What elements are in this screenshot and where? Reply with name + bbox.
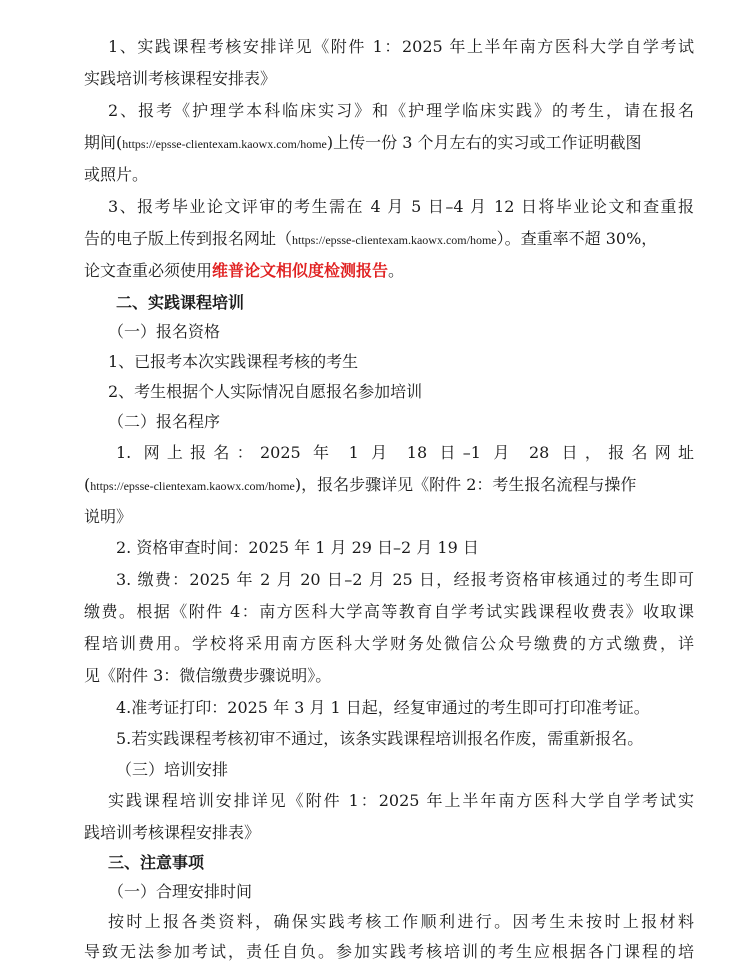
s2-item3-line2: 缴费。根据《附件 4：南方医科大学高等教育自学考试实践课程收费表》收取课	[84, 602, 694, 621]
section3-sub1: （一）合理安排时间	[108, 882, 253, 901]
s2-item3-line1: 3. 缴费：2025 年 2 月 20 日–2 月 25 日，经报考资格审核通过的考生即可	[116, 570, 694, 589]
section3-line2: 导致无法参加考试，责任自负。参加实践考核培训的考生应根据各门课程的培	[84, 942, 694, 961]
section2-sub1: （一）报名资格	[108, 322, 221, 341]
para3-line3-post: 。	[388, 261, 405, 280]
para3-line1: 3、报考毕业论文评审的考生需在 4 月 5 日–4 月 12 日将毕业论文和查重报	[108, 197, 694, 216]
s2-item2: 2. 资格审查时间：2025 年 1 月 29 日–2 月 19 日	[116, 538, 479, 557]
para3-line2-post: ）。查重率不超 30%，	[496, 229, 658, 248]
section3-line1: 按时上报各类资料，确保实践考核工作顺利进行。因考生未按时上报材料	[108, 912, 694, 931]
s3-line1: 实践课程培训安排详见《附件 1：2025 年上半年南方医科大学自学考试实	[108, 791, 694, 810]
para2-line2-post: )上传一份 3 个月左右的实习或工作证明截图	[326, 133, 642, 152]
section2-sub1-item1: 1、已报考本次实践课程考核的考生	[108, 352, 359, 371]
para3-line3-pre: 论文查重必须使用	[84, 261, 213, 280]
s2-item1-line2	[84, 475, 694, 496]
para1-line2: 实践培训考核课程安排表》	[84, 69, 277, 88]
section3-heading: 三、注意事项	[108, 853, 205, 872]
para2-line2	[84, 133, 694, 154]
section2-sub3: （三）培训安排	[116, 760, 229, 779]
section2-sub2: （二）报名程序	[108, 412, 221, 431]
s3-line2: 践培训考核课程安排表》	[84, 823, 261, 842]
s2-item3-line3: 程培训费用。学校将采用南方医科大学财务处微信公众号缴费的方式缴费，详	[84, 634, 694, 653]
para2-line2-pre: 期间(	[84, 133, 123, 152]
para2-line1: 2、报考《护理学本科临床实习》和《护理学临床实践》的考生，请在报名	[108, 101, 694, 120]
highlight-report-name: 维普论文相似度检测报告	[212, 261, 389, 280]
para1-line1: 1、实践课程考核安排详见《附件 1：2025 年上半年南方医科大学自学考试	[108, 37, 694, 56]
s2-item3-line4: 见《附件 3：微信缴费步骤说明》。	[84, 666, 332, 685]
s2-item1-line2-pre: (	[84, 475, 91, 494]
para2-line3: 或照片。	[84, 165, 149, 184]
registration-url[interactable]: https://epsse-clientexam.kaowx.com/home	[90, 479, 295, 493]
s2-item5: 5.若实践课程考核初审不通过，该条实践课程培训报名作废，需重新报名。	[116, 729, 644, 748]
section2-heading: 二、实践课程培训	[116, 293, 245, 312]
s2-item1-line1: 1. 网上报名：2025 年 1 月 18 日–1 月 28 日，报名网址	[116, 443, 694, 462]
s2-item4: 4.准考证打印：2025 年 3 月 1 日起，经复审通过的考生即可打印准考证。	[116, 698, 650, 717]
para3-line2	[84, 229, 694, 250]
section2-sub1-item2: 2、考生根据个人实际情况自愿报名参加培训	[108, 382, 423, 401]
para3-line3	[84, 261, 694, 281]
registration-url[interactable]: https://epsse-clientexam.kaowx.com/home	[122, 137, 327, 151]
para3-line2-pre: 告的电子版上传到报名网址（	[84, 229, 293, 248]
s2-item1-line2-post: )，报名步骤详见《附件 2：考生报名流程与操作	[294, 475, 637, 494]
s2-item1-line3: 说明》	[84, 507, 133, 526]
registration-url[interactable]: https://epsse-clientexam.kaowx.com/home	[292, 233, 497, 247]
